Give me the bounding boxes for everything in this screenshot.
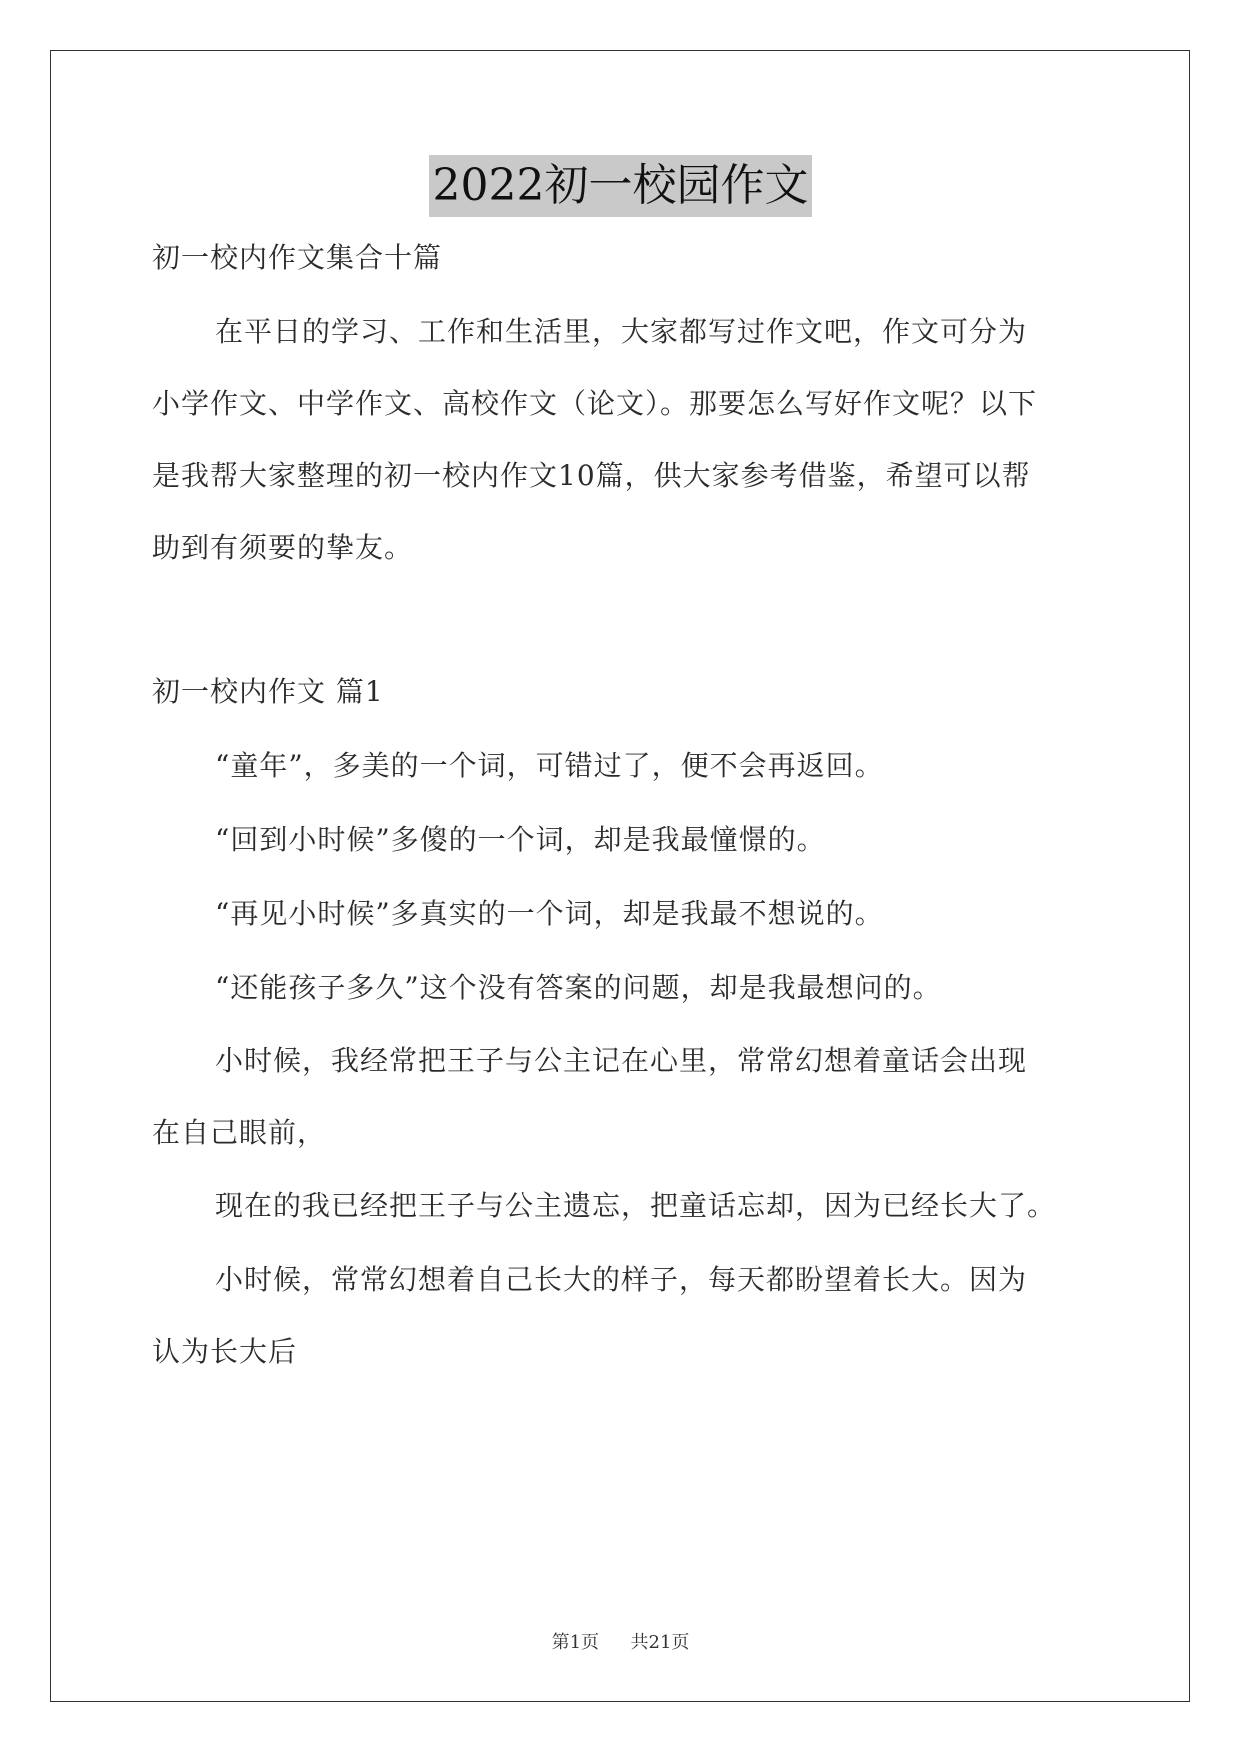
intro-line-4: 助到有须要的挚友。 [152, 531, 414, 564]
section-heading: 初一校内作文 篇1 [152, 675, 384, 708]
body-line-4: “还能孩子多久”这个没有答案的问题，却是我最想问的。 [215, 971, 942, 1004]
page-number: 第1页 [551, 1632, 600, 1653]
intro-line-2: 小学作文、中学作文、高校作文（论文）。那要怎么写好作文呢？以下 [152, 387, 1038, 420]
intro-line-3: 是我帮大家整理的初一校内作文10篇，供大家参考借鉴，希望可以帮 [152, 459, 1031, 492]
subtitle: 初一校内作文集合十篇 [152, 241, 443, 274]
document-title: 2022初一校园作文 [429, 155, 813, 217]
body-line-1: “童年”，多美的一个词，可错过了，便不会再返回。 [215, 749, 884, 782]
body-line-3: “再见小时候”多真实的一个词，却是我最不想说的。 [215, 897, 884, 930]
title-container [0, 155, 1241, 217]
body-line-2: “回到小时候”多傻的一个词，却是我最憧憬的。 [215, 823, 826, 856]
body-line-8: 小时候，常常幻想着自己长大的样子，每天都盼望着长大。因为 [215, 1263, 1028, 1296]
intro-line-1: 在平日的学习、工作和生活里，大家都写过作文吧，作文可分为 [215, 315, 1028, 348]
body-line-7: 现在的我已经把王子与公主遗忘，把童话忘却，因为已经长大了。 [215, 1189, 1057, 1222]
body-line-6: 在自己眼前， [152, 1116, 327, 1149]
page-total: 共21页 [630, 1632, 690, 1653]
body-line-9: 认为长大后 [152, 1335, 298, 1368]
body-line-5: 小时候，我经常把王子与公主记在心里，常常幻想着童话会出现 [215, 1044, 1028, 1077]
page-footer [0, 1628, 1241, 1654]
page-border [50, 50, 1190, 1702]
